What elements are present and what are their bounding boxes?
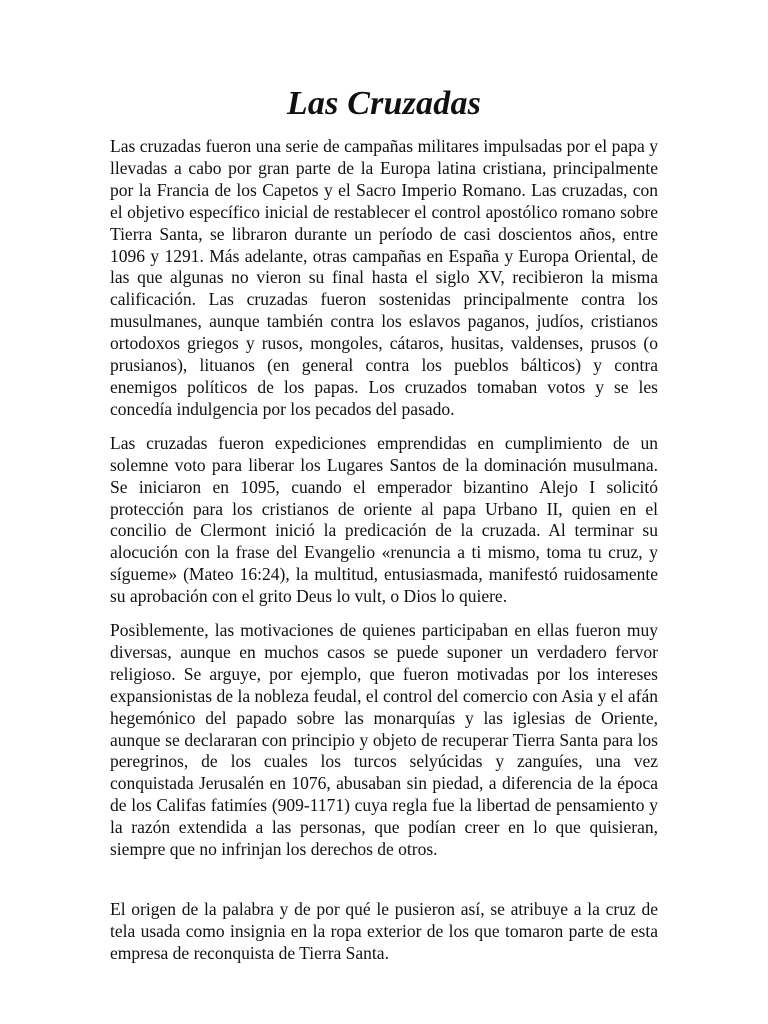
document-title: Las Cruzadas [286, 85, 482, 122]
document-body [110, 136, 658, 965]
paragraph-1: Las cruzadas fueron una serie de campañas militares impulsadas por el papa y llevadas a cabo por gran parte de la Europa latina cristiana, principalmente por la Francia de los Capetos y el Sacro Imperio Romano. Las cruzadas, con el objetivo específico inicial de restablecer el control apostólico romano sobre Tierra Santa, se libraron durante un período de casi doscientos años, entre 1096 y 1291. Más adelante, otras campañas en España y Europa Oriental, de las que algunas no vieron su final hasta el siglo XV, recibieron la misma calificación. Las cruzadas fueron sostenidas principalmente contra los musulmanes, aunque también contra los eslavos paganos, judíos, cristianos ortodoxos griegos y rusos, mongoles, cátaros, husitas, valdenses, prusos (o prusianos), lituanos (en general contra los pueblos bálticos) y contra enemigos políticos de los papas. Los cruzados tomaban votos y se les concedía indulgencia por los pecados del pasado. [110, 136, 658, 419]
paragraph-2: Las cruzadas fueron expediciones emprendidas en cumplimiento de un solemne voto para liberar los Lugares Santos de la dominación musulmana. Se iniciaron en 1095, cuando el emperador bizantino Alejo I solicitó protección para los cristianos de oriente al papa Urbano II, quien en el concilio de Clermont inició la predicación de la cruzada. Al terminar su alocución con la frase del Evangelio «renuncia a ti mismo, toma tu cruz, y sígueme» (Mateo 16:24), la multitud, entusiasmada, manifestó ruidosamente su aprobación con el grito Deus lo vult, o Dios lo quiere. [110, 432, 658, 607]
paragraph-3: Posiblemente, las motivaciones de quienes participaban en ellas fueron muy diversas, aunque en muchos casos se puede suponer un verdadero fervor religioso. Se arguye, por ejemplo, que fueron motivadas por los intereses expansionistas de la nobleza feudal, el control del comercio con Asia y el afán hegemónico del papado sobre las monarquías y las iglesias de Oriente, aunque se declararan con principio y objeto de recuperar Tierra Santa para los peregrinos, de los cuales los turcos selyúcidas y zanguíes, una vez conquistada Jerusalén en 1076, abusaban sin piedad, a diferencia de la época de los Califas fatimíes (909-1171) cuya regla fue la libertad de pensamiento y la razón extendida a las personas, que podían creer en lo que quisieran, siempre que no infrinjan los derechos de otros. [110, 620, 658, 860]
paragraph-4: El origen de la palabra y de por qué le pusieron así, se atribuye a la cruz de tela usada como insignia en la ropa exterior de los que tomaron parte de esta empresa de reconquista de Tierra Santa. [110, 899, 658, 963]
